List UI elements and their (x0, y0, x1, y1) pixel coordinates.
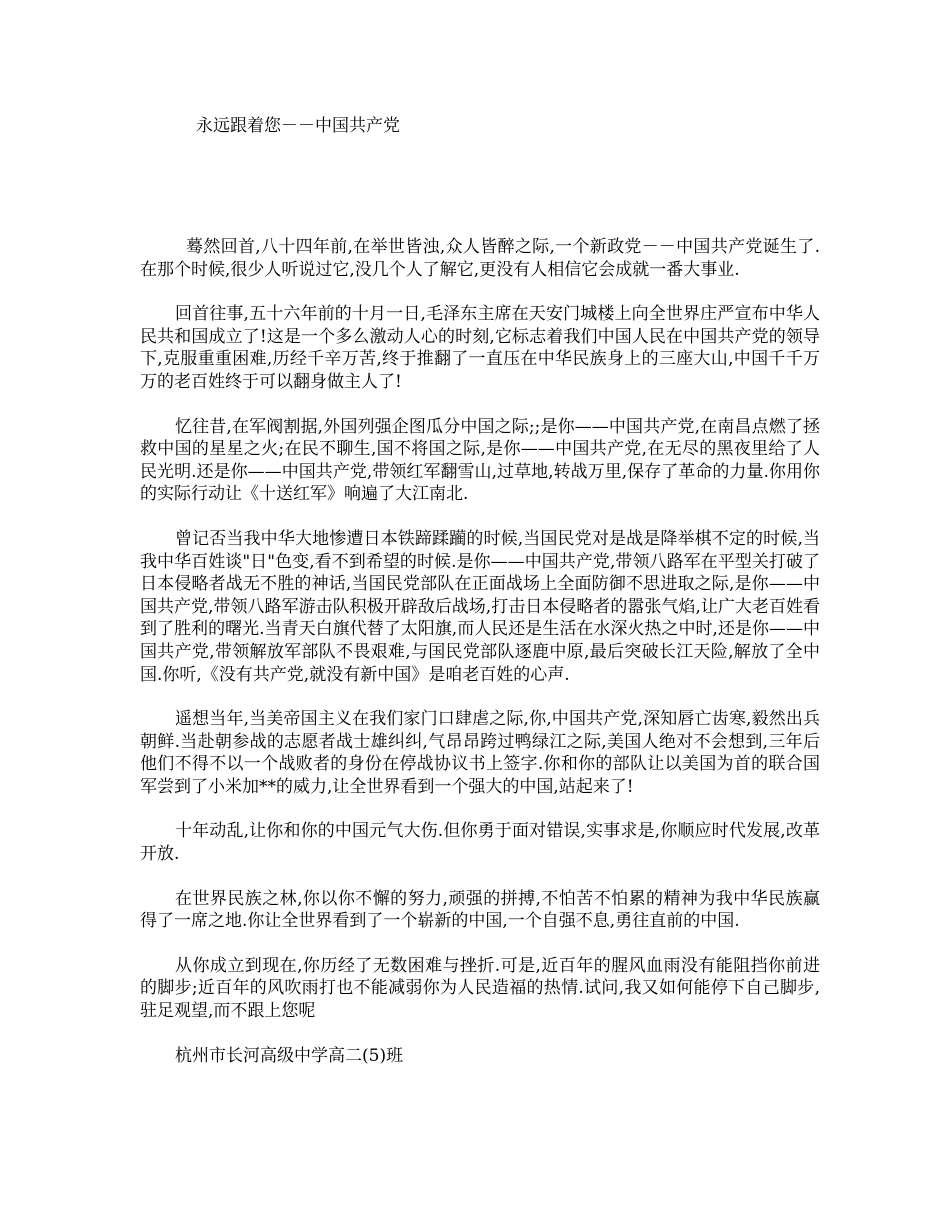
paragraph-1: 蓦然回首,八十四年前,在举世皆浊,众人皆醉之际,一个新政党－－中国共产党诞生了.在那个时候,很少人听说过它,没几个人了解它,更没有人相信它会成就一番大事业. (140, 237, 820, 280)
paragraph-8: 从你成立到现在,你历经了无数困难与挫折.可是,近百年的腥风血雨没有能阻挡你前进的脚步;近百年的风吹雨打也不能减弱你为人民造福的热情.试问,我又如何能停下自己脚步,驻足观望,而不跟上您呢 (140, 955, 820, 1022)
paragraph-6: 十年动乱,让你和你的中国元气大伤.但你勇于面对错误,实事求是,你顺应时代发展,改革开放. (140, 821, 820, 865)
signature: 杭州市长河高级中学高二(5)班 (175, 1045, 404, 1066)
paragraph-7: 在世界民族之林,你以你不懈的努力,顽强的拼搏,不怕苦不怕累的精神为我中华民族赢得了一席之地.你让全世界看到了一个崭新的中国,一个自强不息,勇往直前的中国. (140, 888, 820, 932)
paragraph-3: 忆往昔,在军阀割据,外国列强企图瓜分中国之际;;是你——中国共产党,在南昌点燃了拯救中国的星星之火;在民不聊生,国不将国之际,是你——中国共产党,在无尽的黑夜里给了人民光明.还是你——中国共产党,带领红军翻雪山,过草地,转战万里,保存了革命的力量.你用你的实际行动让《十送红军》响遍了大江南北. (140, 416, 820, 505)
document-body (140, 236, 820, 1067)
paragraph-5: 遥想当年,当美帝国主义在我们家门口肆虐之际,你,中国共产党,深知唇亡齿寒,毅然出兵朝鲜.当赴朝参战的志愿者战士雄纠纠,气昂昂跨过鸭绿江之际,美国人绝对不会想到,三年后他们不得不以一个战败者的身份在停战协议书上签字.你和你的部队让以美国为首的联合国军尝到了小米加**的威力,让全世界看到一个强大的中国,站起来了! (140, 709, 820, 797)
document-title: 永远跟着您－－中国共产党 (196, 116, 400, 136)
paragraph-4: 曾记否当我中华大地惨遭日本铁蹄蹂躏的时候,当国民党对是战是降举棋不定的时候,当我中华百姓谈"日"色变,看不到希望的时候.是你——中国共产党,带领八路军在平型关打破了日本侵略者战无不胜的神话,当国民党部队在正面战场上全面防御不思进取之际,是你——中国共产党,带领八路军游击队积极开辟敌后战场,打击日本侵略者的嚣张气焰,让广大老百姓看到了胜利的曙光.当青天白旗代替了太阳旗,而人民还是生活在水深火热之中时,还是你——中国共产党,带领解放军部队不畏艰难,与国民党部队逐鹿中原,最后突破长江天险,解放了全中国.你听,《没有共产党,就没有新中国》是咱老百姓的心声. (140, 528, 820, 685)
paragraph-2: 回首往事,五十六年前的十月一日,毛泽东主席在天安门城楼上向全世界庄严宣布中华人民共和国成立了!这是一个多么激动人心的时刻,它标志着我们中国人民在中国共产党的领导下,克服重重困难,历经千辛万苦,终于推翻了一直压在中华民族身上的三座大山,中国千千万万的老百姓终于可以翻身做主人了! (140, 304, 820, 392)
